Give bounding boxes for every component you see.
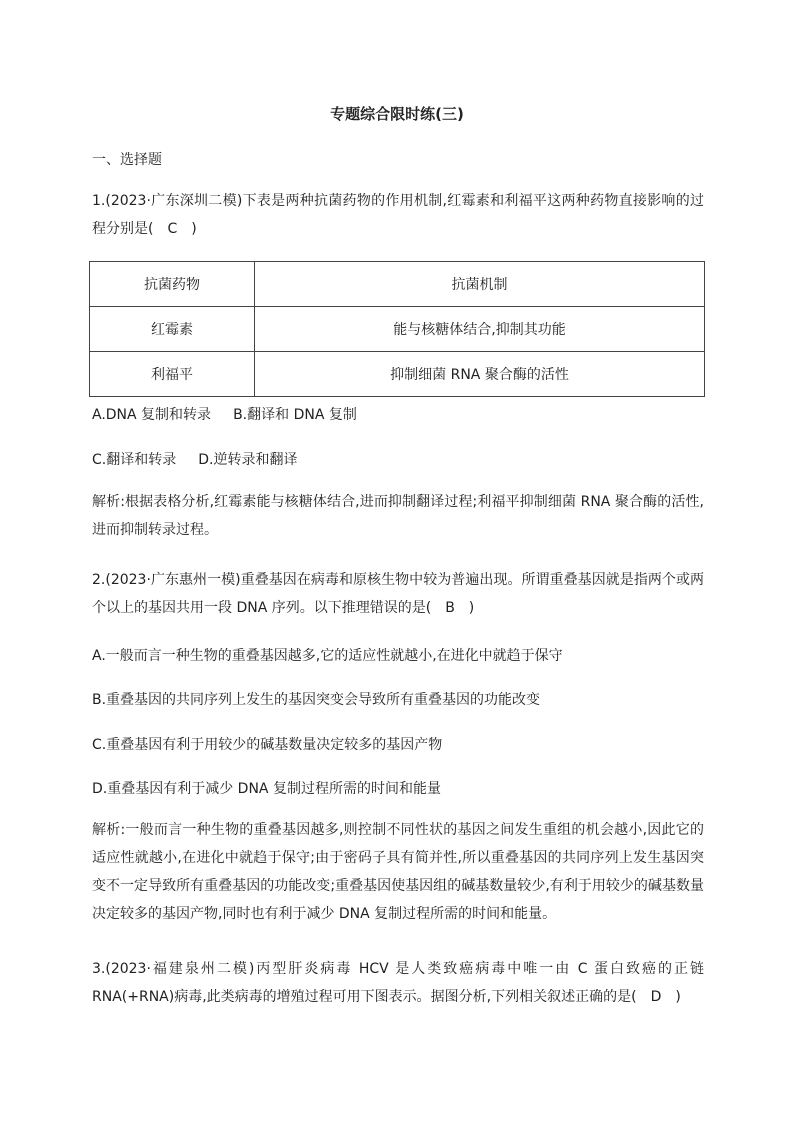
question-1-analysis: 解析:根据表格分析,红霉素能与核糖体结合,进而抑制翻译过程;利福平抑制细菌 RNA 聚合酶的活性,进而抑制转录过程。 bbox=[92, 494, 704, 538]
question-1-stem: 1.(2023·广东深圳二模)下表是两种抗菌药物的作用机制,红霉素和利福平这两种药物直接影响的过程分别是( C ) bbox=[92, 193, 704, 237]
table-cell: 红霉素 bbox=[90, 307, 255, 352]
question-3-stem: 3.(2023·福建泉州二模)丙型肝炎病毒 HCV 是人类致癌病毒中唯一由 C 蛋白致癌的正链 RNA(+RNA)病毒,此类病毒的增殖过程可用下图表示。据图分析,下列相关叙述正确的是( D ) bbox=[92, 961, 704, 1005]
table-header-row bbox=[90, 262, 705, 307]
table-header-cell: 抗菌机制 bbox=[255, 262, 705, 307]
option-c: C.翻译和转录 bbox=[92, 452, 177, 468]
option-b: B.翻译和 DNA 复制 bbox=[233, 407, 357, 423]
option-a: A.DNA 复制和转录 bbox=[92, 407, 212, 423]
question-2-stem: 2.(2023·广东惠州一模)重叠基因在病毒和原核生物中较为普遍出现。所谓重叠基因就是指两个或两个以上的基因共用一段 DNA 序列。以下推理错误的是( B ) bbox=[92, 572, 704, 616]
question-1-options-row-1 bbox=[92, 404, 357, 424]
question-2-option-a: A.一般而言一种生物的重叠基因越多,它的适应性就越小,在进化中就趋于保守 bbox=[92, 648, 563, 664]
option-d: D.逆转录和翻译 bbox=[198, 452, 298, 468]
table-row bbox=[90, 352, 705, 397]
table-cell: 能与核糖体结合,抑制其功能 bbox=[255, 307, 705, 352]
table-row bbox=[90, 307, 705, 352]
table-cell: 利福平 bbox=[90, 352, 255, 397]
question-2-option-b: B.重叠基因的共同序列上发生的基因突变会导致所有重叠基因的功能改变 bbox=[92, 692, 541, 708]
antibiotic-mechanism-table bbox=[89, 261, 705, 397]
table-cell: 抑制细菌 RNA 聚合酶的活性 bbox=[255, 352, 705, 397]
question-2-option-d: D.重叠基因有利于减少 DNA 复制过程所需的时间和能量 bbox=[92, 781, 441, 797]
question-2-option-c: C.重叠基因有利于用较少的碱基数量决定较多的基因产物 bbox=[92, 737, 443, 753]
question-1-options-row-2 bbox=[92, 449, 297, 469]
section-heading: 一、选择题 bbox=[92, 152, 162, 168]
question-2-analysis: 解析:一般而言一种生物的重叠基因越多,则控制不同性状的基因之间发生重组的机会越小,因此它的适应性就越小,在进化中就趋于保守;由于密码子具有简并性,所以重叠基因的共同序列上发生基因突变不一定导致所有重叠基因的功能改变;重叠基因使基因组的碱基数量较少,有利于用较少的碱基数量决定较多的基因产物,同时也有利于减少 DNA 复制过程所需的时间和能量。 bbox=[92, 822, 704, 922]
table-header-cell: 抗菌药物 bbox=[90, 262, 255, 307]
page-title: 专题综合限时练(三) bbox=[330, 105, 464, 123]
